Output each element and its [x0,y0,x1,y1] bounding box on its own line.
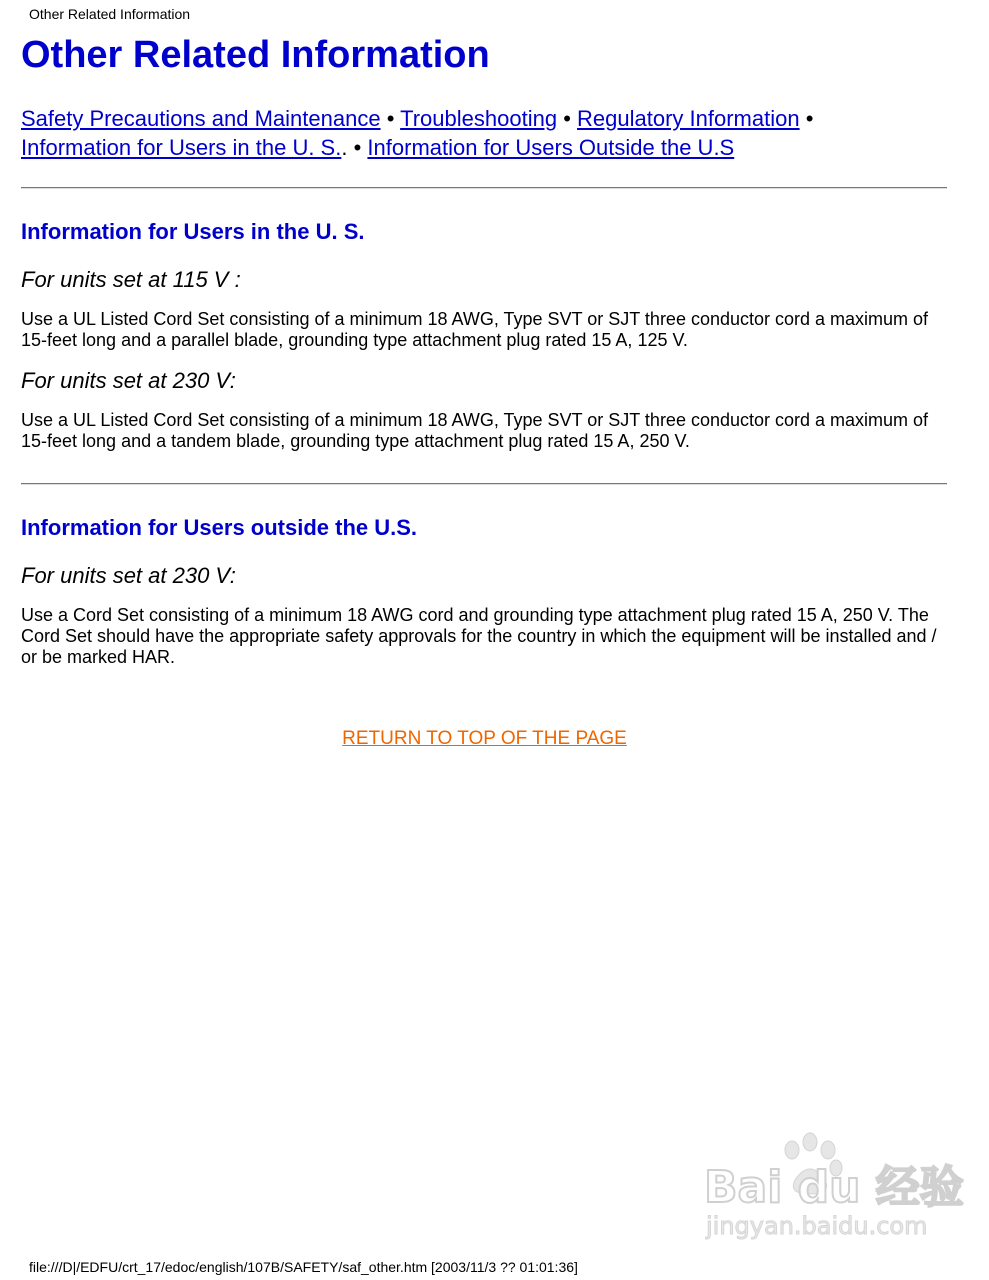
paragraph-115v: Use a UL Listed Cord Set consisting of a minimum 18 AWG, Type SVT or SJT three conductor cord a maximum of 15-feet long and a parallel blade, grounding type attachment plug rated 15 A, 125 V. [21,309,929,350]
paragraph-230v-us: Use a UL Listed Cord Set consisting of a minimum 18 AWG, Type SVT or SJT three conductor cord a maximum of 15-feet long and a tandem blade, grounding type attachment plug rated 15 A, 250 V. [21,410,929,451]
section-heading-users-outside-us: Information for Users outside the U.S. [21,515,418,540]
nav-separator: • [805,106,814,131]
baidu-jingyan-watermark [700,1128,964,1243]
watermark-url-text: jingyan.baidu.com [706,1212,928,1240]
subheading-230v-us: For units set at 230 V: [21,368,236,393]
nav-separator: • [386,106,395,131]
subheading-230v-outside: For units set at 230 V: [21,563,236,588]
nav-link-regulatory-information[interactable]: Regulatory Information [577,106,800,131]
nav-link-safety-precautions[interactable]: Safety Precautions and Maintenance [21,106,381,131]
nav-separator: • [563,106,571,131]
nav-link-users-in-us[interactable]: Information for Users in the U. S. [21,135,342,160]
nav-separator: • [353,135,362,160]
print-header: Other Related Information [29,6,191,22]
watermark-brand-text: Bai du 经验 [704,1162,964,1213]
page-title: Other Related Information [21,34,490,76]
main-content [21,30,951,668]
print-footer: file:///D|/EDFU/crt_17/edoc/english/107B/SAFETY/saf_other.htm [2003/11/3 ?? 01:01:36] [29,1259,578,1275]
nav-link-troubleshooting[interactable]: Troubleshooting [400,106,558,131]
paragraph-230v-outside: Use a Cord Set consisting of a minimum 18 AWG cord and grounding type attachment plug rated 15 A, 250 V. The Cord Set should have the appropriate safety approvals for the country in which the equipment will be installed and / or be marked HAR. [21,605,937,667]
return-link-container [0,728,969,750]
nav-link-users-outside-us[interactable]: Information for Users Outside the U.S [367,135,735,160]
subheading-115v: For units set at 115 V : [21,267,241,292]
section-nav [21,104,951,162]
section-divider [21,187,947,189]
return-to-top-link[interactable]: RETURN TO TOP OF THE PAGE [342,728,627,749]
section-divider [21,483,947,485]
nav-period: . [341,135,348,160]
section-heading-users-in-us: Information for Users in the U. S. [21,219,365,244]
